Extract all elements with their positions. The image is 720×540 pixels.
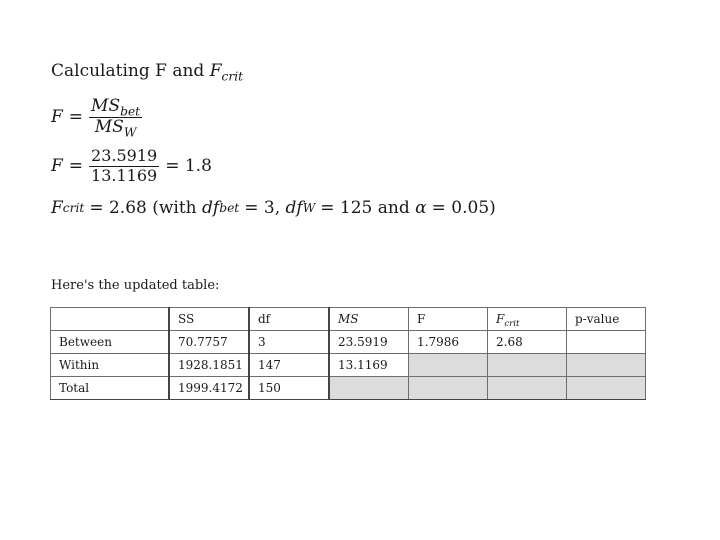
table-row xyxy=(51,377,646,400)
header-ms xyxy=(329,308,409,331)
fcrit-statement: F crit = 2.68 (with df bet = 3, df W = 125 and α = 0.05) xyxy=(51,198,496,218)
eq3-alpha-symbol: α xyxy=(415,198,427,218)
eq1-num-sub: bet xyxy=(120,104,141,119)
cell-pvalue xyxy=(567,331,646,354)
eq1-equals: = xyxy=(68,107,84,128)
table-header-row xyxy=(51,308,646,331)
eq1-denominator xyxy=(93,116,139,140)
cell-ms: 23.5919 xyxy=(329,331,409,354)
heading-fcrit-sub: crit xyxy=(221,69,244,84)
cell-f xyxy=(409,354,488,377)
anova-table xyxy=(50,307,646,400)
cell-source: Within xyxy=(51,354,170,377)
cell-fcrit: 2.68 xyxy=(488,331,567,354)
eq3-value: = 2.68 (with xyxy=(89,198,203,218)
header-fcrit-sub: crit xyxy=(504,319,520,330)
eq3-dfbet-value: = 3, xyxy=(244,198,286,218)
eq3-dfw-value: = 125 and xyxy=(320,198,416,218)
header-f: F xyxy=(409,308,488,331)
eq1-den-sub: W xyxy=(123,125,137,140)
table-caption: Here's the updated table: xyxy=(51,278,220,293)
section-heading xyxy=(51,61,244,84)
cell-f xyxy=(409,377,488,400)
eq1-lhs: F xyxy=(51,107,63,128)
header-df: df xyxy=(249,308,329,331)
heading-fcrit-symbol: F xyxy=(209,61,222,81)
f-values-equation xyxy=(51,148,212,185)
header-fcrit-symbol: F xyxy=(496,312,505,326)
cell-f: 1.7986 xyxy=(409,331,488,354)
cell-pvalue xyxy=(567,377,646,400)
header-ss: SS xyxy=(169,308,249,331)
cell-ss: 1999.4172 xyxy=(169,377,249,400)
eq1-num-symbol: MS xyxy=(91,96,121,116)
eq2-fraction xyxy=(89,148,159,185)
table-row xyxy=(51,331,646,354)
cell-source: Between xyxy=(51,331,170,354)
eq2-result: = 1.8 xyxy=(165,156,212,177)
cell-ss: 70.7757 xyxy=(169,331,249,354)
eq3-dfbet-symbol: df xyxy=(202,198,220,218)
eq2-denominator: 13.1169 xyxy=(91,165,158,185)
table-row xyxy=(51,354,646,377)
eq2-equals: = xyxy=(68,156,84,177)
eq1-numerator xyxy=(89,98,142,118)
cell-ms: 13.1169 xyxy=(329,354,409,377)
eq3-symbol: F xyxy=(51,198,63,218)
header-ms-symbol: MS xyxy=(338,312,359,326)
cell-ms xyxy=(329,377,409,400)
eq1-fraction xyxy=(89,96,142,140)
header-pvalue: p-value xyxy=(567,308,646,331)
eq1-den-symbol: MS xyxy=(94,116,124,137)
cell-pvalue xyxy=(567,354,646,377)
eq3-alpha-value: = 0.05) xyxy=(431,198,496,218)
cell-fcrit xyxy=(488,377,567,400)
eq2-numerator: 23.5919 xyxy=(91,146,158,165)
header-fcrit xyxy=(488,308,567,331)
eq3-dfw-symbol: df xyxy=(285,198,303,218)
f-definition-equation xyxy=(51,96,148,140)
header-source xyxy=(51,308,170,331)
cell-df: 147 xyxy=(249,354,329,377)
eq2-lhs: F xyxy=(51,156,63,177)
heading-text: Calculating F and xyxy=(51,61,210,81)
cell-df: 3 xyxy=(249,331,329,354)
cell-ss: 1928.1851 xyxy=(169,354,249,377)
cell-df: 150 xyxy=(249,377,329,400)
cell-source: Total xyxy=(51,377,170,400)
cell-fcrit xyxy=(488,354,567,377)
